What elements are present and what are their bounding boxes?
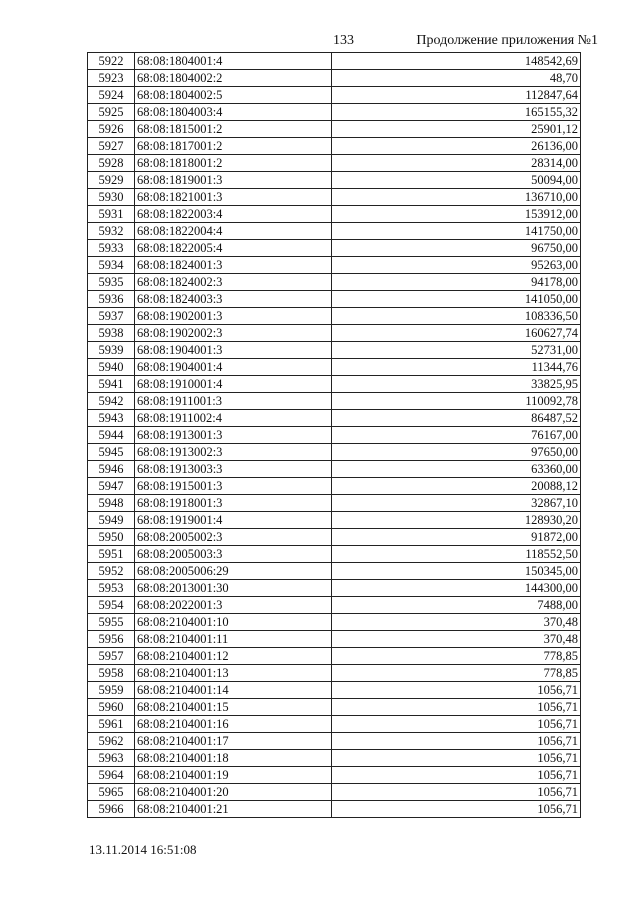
cadastral-value-cell: 28314,00 [332,155,581,172]
cadastral-value-cell: 33825,95 [332,376,581,393]
cadastral-value-cell: 1056,71 [332,801,581,818]
row-number-cell: 5942 [88,393,135,410]
table-row [88,240,581,257]
row-number-cell: 5934 [88,257,135,274]
table-row [88,444,581,461]
row-number-cell: 5922 [88,53,135,70]
table-row [88,291,581,308]
cadastral-number-cell: 68:08:1902001:3 [135,308,332,325]
row-number-cell: 5958 [88,665,135,682]
cadastral-value-cell: 26136,00 [332,138,581,155]
cadastral-value-cell: 11344,76 [332,359,581,376]
table-row [88,87,581,104]
table-row [88,308,581,325]
cadastral-value-cell: 1056,71 [332,699,581,716]
row-number-cell: 5933 [88,240,135,257]
cadastral-value-cell: 1056,71 [332,682,581,699]
row-number-cell: 5937 [88,308,135,325]
cadastral-number-cell: 68:08:1904001:3 [135,342,332,359]
table-row [88,563,581,580]
cadastral-value-cell: 128930,20 [332,512,581,529]
cadastral-number-cell: 68:08:1915001:3 [135,478,332,495]
cadastral-number-cell: 68:08:2005002:3 [135,529,332,546]
table-row [88,206,581,223]
row-number-cell: 5956 [88,631,135,648]
row-number-cell: 5931 [88,206,135,223]
table-row [88,784,581,801]
cadastral-number-cell: 68:08:2104001:11 [135,631,332,648]
row-number-cell: 5949 [88,512,135,529]
table-row [88,172,581,189]
row-number-cell: 5941 [88,376,135,393]
row-number-cell: 5936 [88,291,135,308]
cadastral-value-cell: 20088,12 [332,478,581,495]
table-row [88,529,581,546]
cadastral-number-cell: 68:08:1819001:3 [135,172,332,189]
cadastral-value-cell: 110092,78 [332,393,581,410]
table-row [88,801,581,818]
table-row [88,376,581,393]
cadastral-number-cell: 68:08:1804001:4 [135,53,332,70]
cadastral-number-cell: 68:08:2013001:30 [135,580,332,597]
row-number-cell: 5946 [88,461,135,478]
table-row [88,716,581,733]
cadastral-number-cell: 68:08:1902002:3 [135,325,332,342]
cadastral-value-cell: 63360,00 [332,461,581,478]
row-number-cell: 5954 [88,597,135,614]
row-number-cell: 5957 [88,648,135,665]
table-row [88,121,581,138]
cadastral-number-cell: 68:08:1824001:3 [135,257,332,274]
cadastral-number-cell: 68:08:1910001:4 [135,376,332,393]
table-row [88,733,581,750]
table-row [88,512,581,529]
cadastral-value-cell: 153912,00 [332,206,581,223]
row-number-cell: 5962 [88,733,135,750]
cadastral-number-cell: 68:08:1918001:3 [135,495,332,512]
table-row [88,325,581,342]
cadastral-number-cell: 68:08:2104001:18 [135,750,332,767]
row-number-cell: 5952 [88,563,135,580]
cadastral-number-cell: 68:08:1824002:3 [135,274,332,291]
row-number-cell: 5925 [88,104,135,121]
cadastral-number-cell: 68:08:2104001:13 [135,665,332,682]
table-row [88,478,581,495]
cadastral-number-cell: 68:08:2005006:29 [135,563,332,580]
row-number-cell: 5927 [88,138,135,155]
table-row [88,631,581,648]
row-number-cell: 5944 [88,427,135,444]
table-row [88,427,581,444]
row-number-cell: 5923 [88,70,135,87]
cadastral-value-cell: 86487,52 [332,410,581,427]
cadastral-value-cell: 7488,00 [332,597,581,614]
cadastral-number-cell: 68:08:1822003:4 [135,206,332,223]
cadastral-value-cell: 97650,00 [332,444,581,461]
cadastral-value-cell: 91872,00 [332,529,581,546]
table-row [88,648,581,665]
row-number-cell: 5965 [88,784,135,801]
cadastral-number-cell: 68:08:1913003:3 [135,461,332,478]
cadastral-number-cell: 68:08:2104001:16 [135,716,332,733]
cadastral-value-cell: 165155,32 [332,104,581,121]
table-row [88,461,581,478]
cadastral-value-cell: 150345,00 [332,563,581,580]
row-number-cell: 5928 [88,155,135,172]
table-row [88,580,581,597]
cadastral-value-cell: 52731,00 [332,342,581,359]
cadastral-number-cell: 68:08:1815001:2 [135,121,332,138]
cadastral-value-cell: 118552,50 [332,546,581,563]
page-header [0,33,640,53]
cadastral-value-cell: 108336,50 [332,308,581,325]
cadastral-value-cell: 370,48 [332,614,581,631]
row-number-cell: 5943 [88,410,135,427]
table-row [88,359,581,376]
cadastral-number-cell: 68:08:2104001:10 [135,614,332,631]
cadastral-value-cell: 1056,71 [332,733,581,750]
page-number: 133 [333,33,354,48]
cadastral-number-cell: 68:08:1913001:3 [135,427,332,444]
row-number-cell: 5938 [88,325,135,342]
table-row [88,546,581,563]
row-number-cell: 5966 [88,801,135,818]
table-row [88,104,581,121]
table-row [88,410,581,427]
row-number-cell: 5963 [88,750,135,767]
table-row [88,682,581,699]
table-row [88,189,581,206]
cadastral-value-cell: 95263,00 [332,257,581,274]
row-number-cell: 5953 [88,580,135,597]
row-number-cell: 5932 [88,223,135,240]
cadastral-number-cell: 68:08:1804002:2 [135,70,332,87]
row-number-cell: 5948 [88,495,135,512]
cadastral-value-cell: 50094,00 [332,172,581,189]
cadastral-number-cell: 68:08:1822004:4 [135,223,332,240]
table-body [88,53,581,818]
cadastral-number-cell: 68:08:2104001:21 [135,801,332,818]
row-number-cell: 5926 [88,121,135,138]
cadastral-number-cell: 68:08:2104001:15 [135,699,332,716]
cadastral-value-cell: 96750,00 [332,240,581,257]
cadastral-number-cell: 68:08:1913002:3 [135,444,332,461]
table-row [88,614,581,631]
cadastral-number-cell: 68:08:1804002:5 [135,87,332,104]
row-number-cell: 5951 [88,546,135,563]
cadastral-number-cell: 68:08:1824003:3 [135,291,332,308]
row-number-cell: 5947 [88,478,135,495]
cadastral-number-cell: 68:08:1822005:4 [135,240,332,257]
cadastral-number-cell: 68:08:1821001:3 [135,189,332,206]
cadastral-number-cell: 68:08:2104001:19 [135,767,332,784]
cadastral-number-cell: 68:08:2104001:12 [135,648,332,665]
cadastral-value-cell: 1056,71 [332,716,581,733]
table-row [88,342,581,359]
cadastral-number-cell: 68:08:1818001:2 [135,155,332,172]
cadastral-value-cell: 1056,71 [332,784,581,801]
row-number-cell: 5961 [88,716,135,733]
cadastral-value-cell: 141050,00 [332,291,581,308]
cadastral-number-cell: 68:08:2005003:3 [135,546,332,563]
cadastral-value-cell: 148542,69 [332,53,581,70]
row-number-cell: 5964 [88,767,135,784]
table-row [88,155,581,172]
cadastral-number-cell: 68:08:1904001:4 [135,359,332,376]
row-number-cell: 5924 [88,87,135,104]
row-number-cell: 5950 [88,529,135,546]
cadastral-value-cell: 778,85 [332,665,581,682]
table-row [88,750,581,767]
print-timestamp: 13.11.2014 16:51:08 [89,842,197,857]
cadastral-number-cell: 68:08:1817001:2 [135,138,332,155]
cadastral-number-cell: 68:08:1911002:4 [135,410,332,427]
cadastral-value-cell: 76167,00 [332,427,581,444]
cadastral-value-cell: 112847,64 [332,87,581,104]
cadastral-number-cell: 68:08:2104001:17 [135,733,332,750]
cadastral-value-cell: 32867,10 [332,495,581,512]
cadastral-value-cell: 1056,71 [332,750,581,767]
cadastral-value-cell: 370,48 [332,631,581,648]
table-row [88,665,581,682]
row-number-cell: 5930 [88,189,135,206]
row-number-cell: 5959 [88,682,135,699]
cadastral-number-cell: 68:08:2104001:14 [135,682,332,699]
row-number-cell: 5945 [88,444,135,461]
continuation-label: Продолжение приложения №1 [416,33,598,48]
table-row [88,257,581,274]
cadastral-value-cell: 94178,00 [332,274,581,291]
cadastral-value-cell: 160627,74 [332,325,581,342]
table-row [88,393,581,410]
row-number-cell: 5960 [88,699,135,716]
table-row [88,70,581,87]
row-number-cell: 5955 [88,614,135,631]
table-row [88,597,581,614]
cadastral-number-cell: 68:08:2022001:3 [135,597,332,614]
table-row [88,274,581,291]
table-row [88,53,581,70]
row-number-cell: 5935 [88,274,135,291]
table-row [88,138,581,155]
cadastral-number-cell: 68:08:1804003:4 [135,104,332,121]
cadastral-number-cell: 68:08:1911001:3 [135,393,332,410]
cadastral-value-cell: 136710,00 [332,189,581,206]
table-row [88,223,581,240]
cadastral-value-cell: 25901,12 [332,121,581,138]
row-number-cell: 5929 [88,172,135,189]
cadastral-number-cell: 68:08:2104001:20 [135,784,332,801]
cadastral-value-cell: 144300,00 [332,580,581,597]
cadastral-number-cell: 68:08:1919001:4 [135,512,332,529]
table-row [88,699,581,716]
table-row [88,495,581,512]
cadastral-value-cell: 778,85 [332,648,581,665]
cadastral-value-cell: 141750,00 [332,223,581,240]
table-row [88,767,581,784]
cadastral-value-cell: 1056,71 [332,767,581,784]
cadastral-value-table [87,52,581,818]
row-number-cell: 5940 [88,359,135,376]
row-number-cell: 5939 [88,342,135,359]
cadastral-value-cell: 48,70 [332,70,581,87]
